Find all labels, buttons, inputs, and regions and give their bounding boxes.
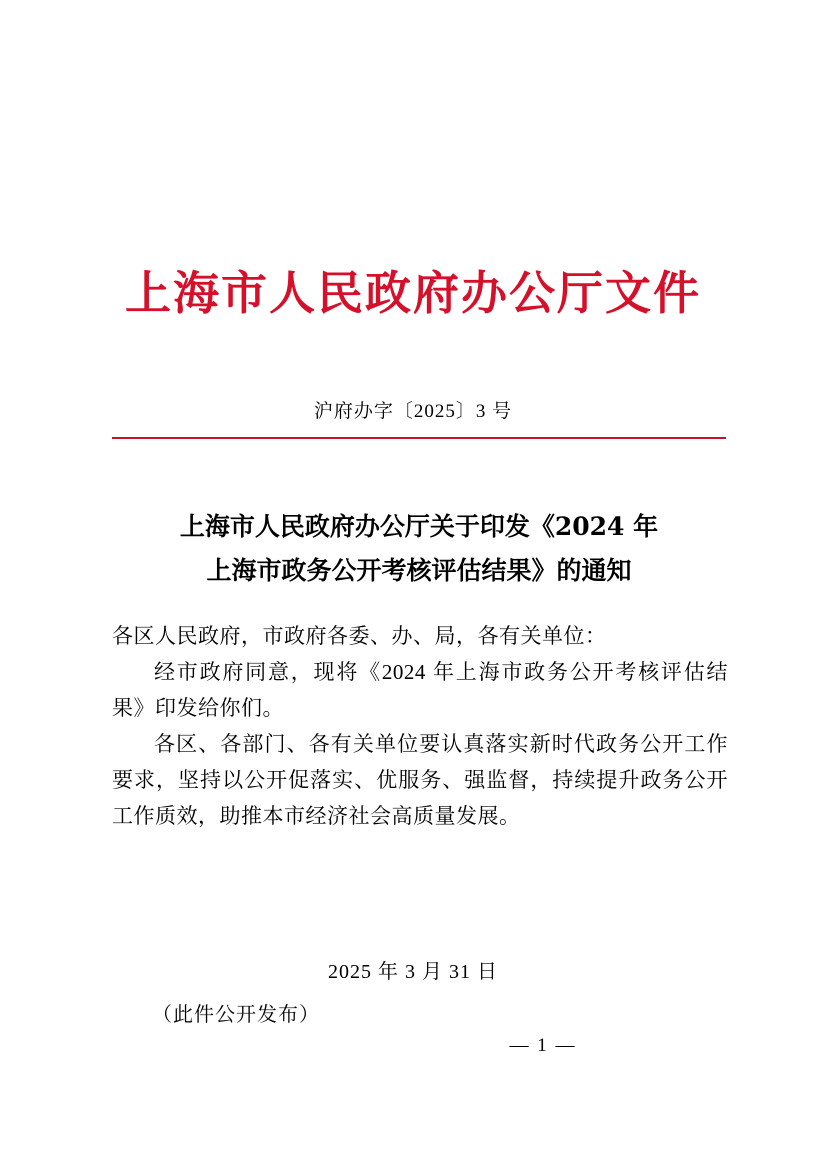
document-number: 沪府办字〔2025〕3 号 bbox=[313, 401, 513, 422]
masthead bbox=[0, 268, 826, 319]
page-title bbox=[112, 505, 726, 593]
body-paragraph-2: 各区、各部门、各有关单位要认真落实新时代政务公开工作要求，坚持以公开促落实、优服务、强监督，持续提升政务公开工作质效，助推本市经济社会高质量发展。 bbox=[112, 732, 728, 828]
body-paragraph-1: 经市政府同意，现将《2024 年上海市政务公开考核评估结果》印发给你们。 bbox=[112, 660, 728, 720]
page-number-label: — 1 — bbox=[509, 1035, 577, 1056]
document-date: 2025 年 3 月 31 日 bbox=[328, 961, 498, 983]
salutation: 各区人民政府，市政府各委、办、局，各有关单位： bbox=[112, 624, 607, 648]
publish-note: （此件公开发布） bbox=[152, 1004, 320, 1026]
document-body bbox=[112, 618, 728, 834]
page-title-line-2: 上海市政务公开考核评估结果》的通知 bbox=[206, 556, 632, 585]
page-number bbox=[0, 1035, 826, 1057]
masthead-title: 上海市人民政府办公厅文件 bbox=[125, 266, 701, 320]
page-title-line-1: 上海市人民政府办公厅关于印发《2024 年 bbox=[179, 512, 659, 541]
red-divider-rule bbox=[112, 437, 726, 439]
